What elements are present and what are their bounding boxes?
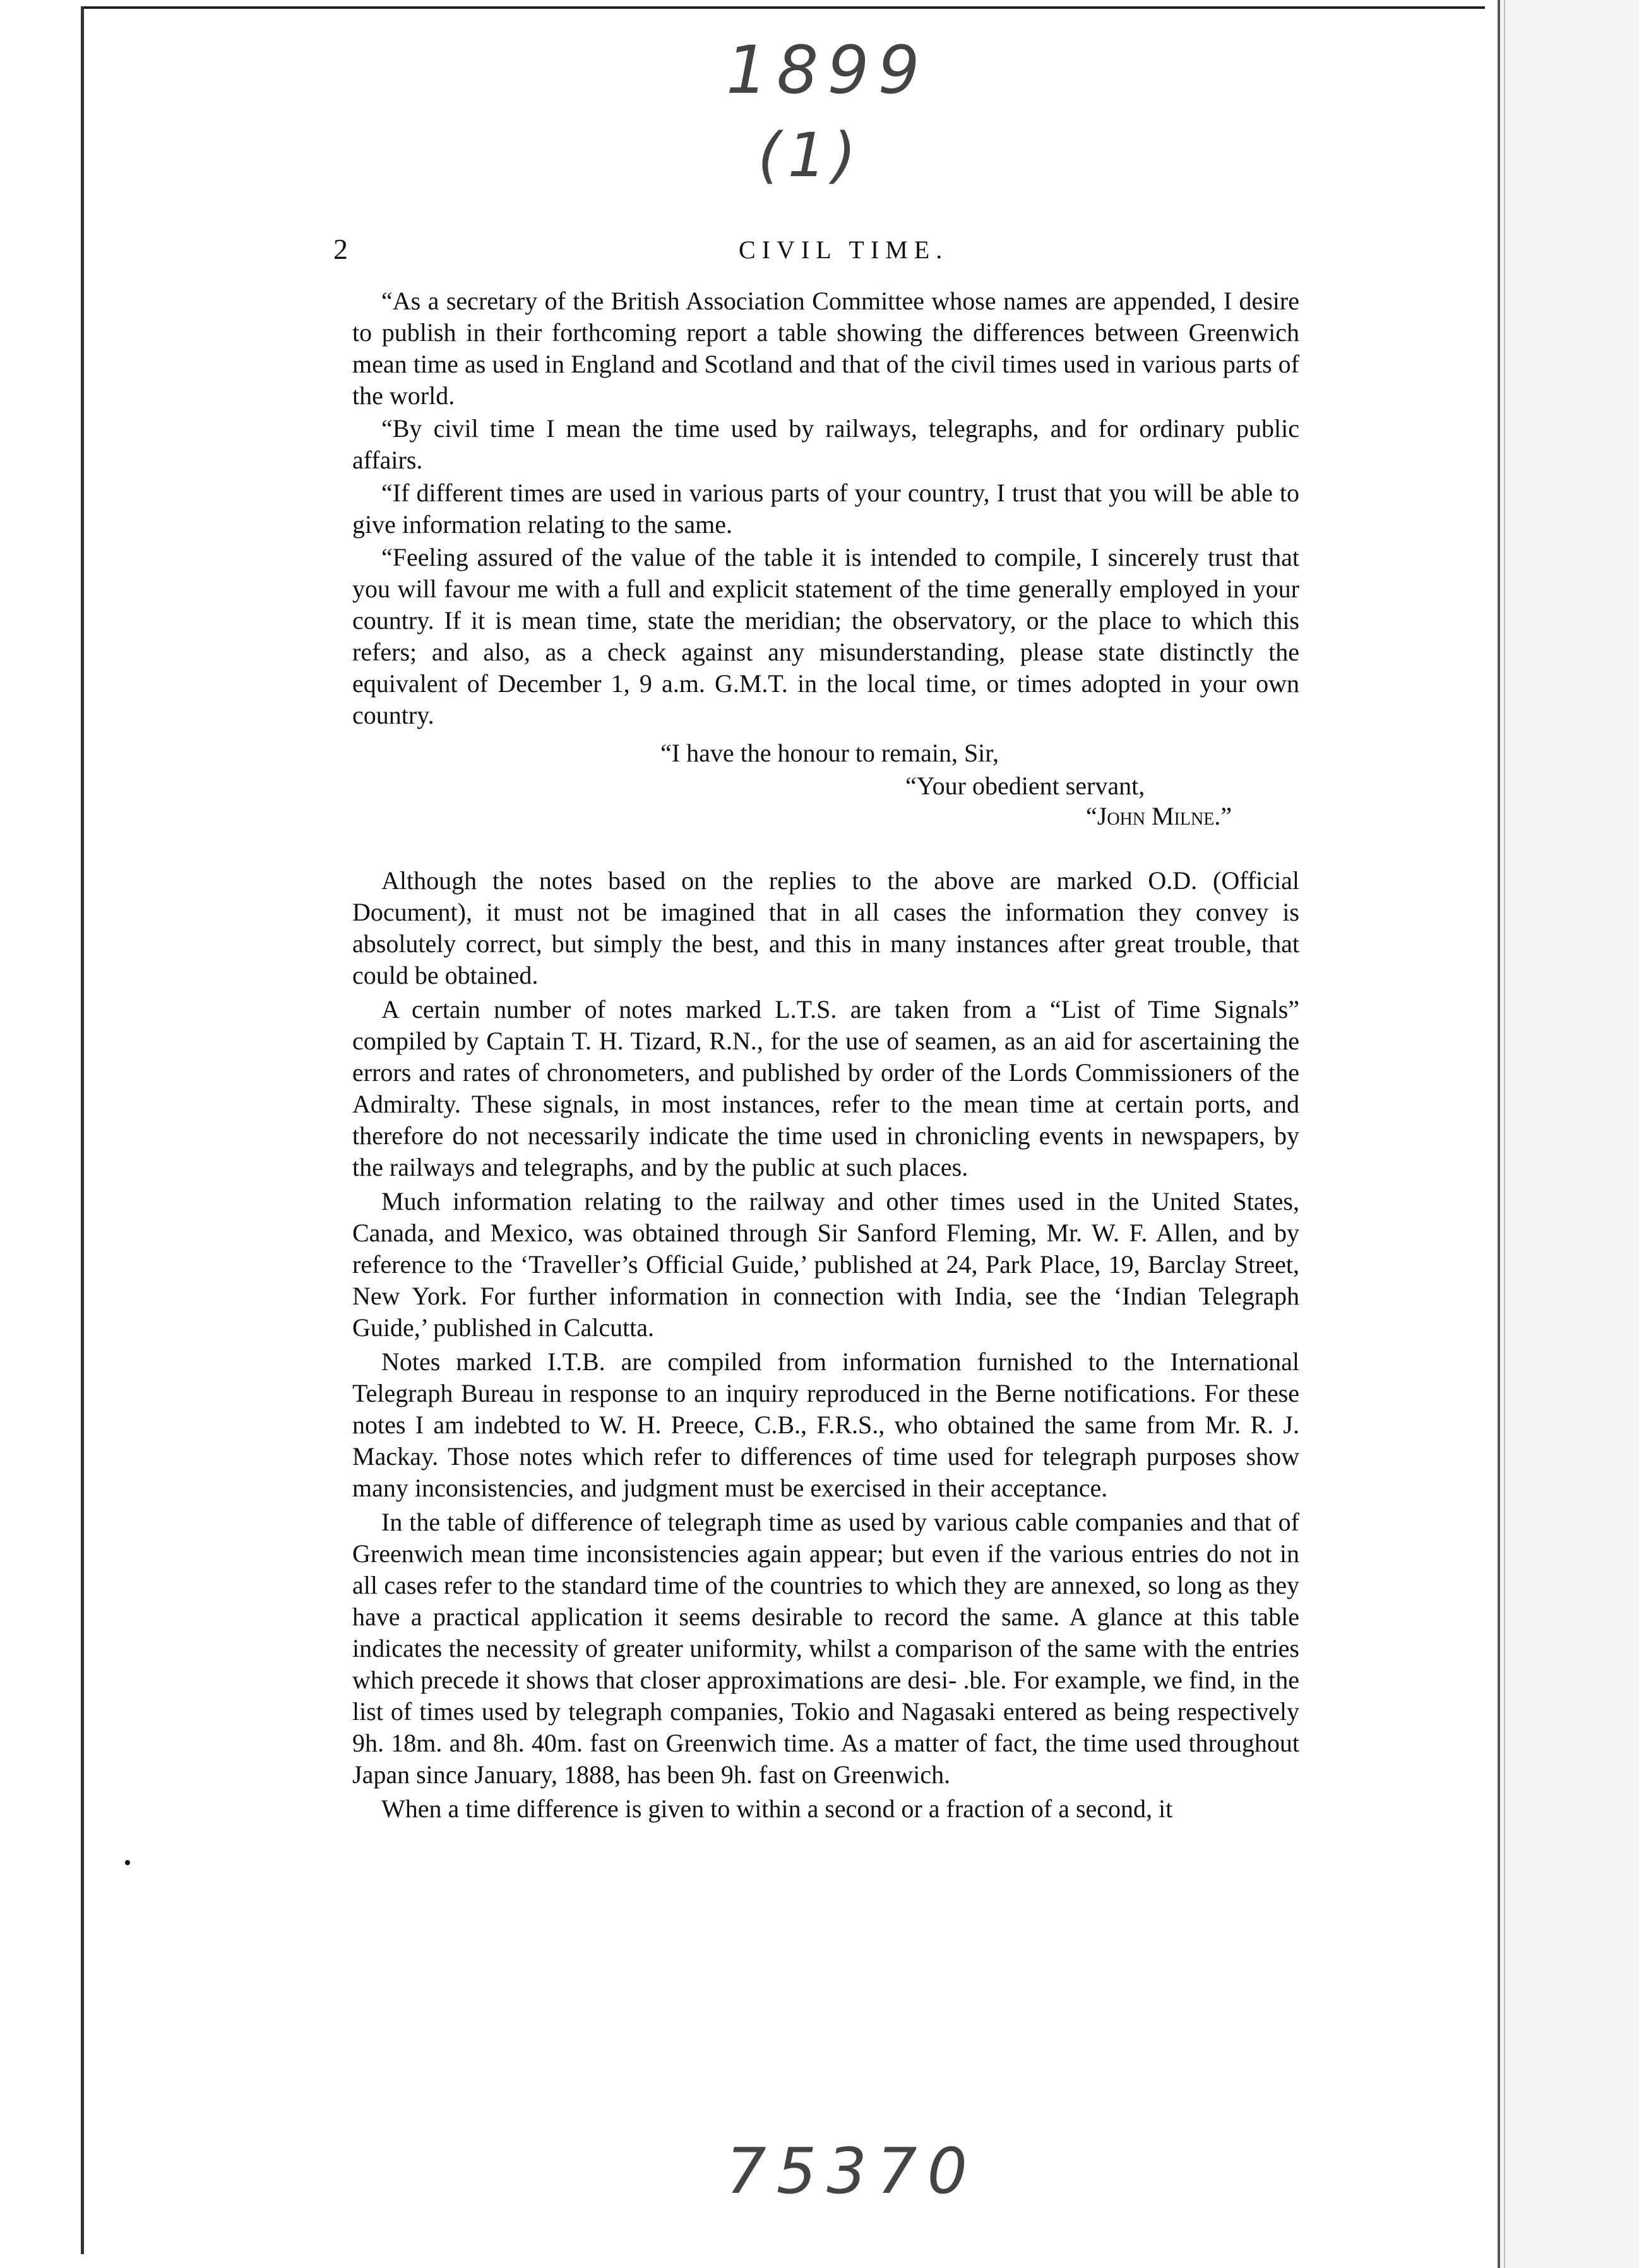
letter-paragraph: “Feeling assured of the value of the table it is intended to compile, I sincerely trust that you will favour me with a full and explicit statement of the time generally employed in your country. If it is mean time, state the meridian; the observatory, or the place to which this refers; and also, as a check against any misunderstanding, please state distinctly the equivalent of December 1, 9 a.m. G.M.T. in the local time, or times adopted in your own country. <box>352 543 1299 729</box>
letter-closing-salutation: “I have the honour to remain, Sir, <box>660 739 999 767</box>
handwritten-year: 1899 <box>726 32 929 109</box>
handwritten-part-number: (1) <box>758 120 862 191</box>
body-paragraph: Although the notes based on the replies to the above are marked O.D. (Official Document), it must not be imagined that in all cases the information they convey is absolutely correct, but simply the best, and this in many instances after great trouble, that could be obtained. <box>352 866 1299 989</box>
letter-paragraph: “As a secretary of the British Association Committee whose names are appended, I desire to publish in their forthcoming report a table showing the differences between Greenwich mean time as used in England and Scotland and that of the civil times used in various parts of the world. <box>352 287 1299 410</box>
letter-paragraph: “If different times are used in various parts of your country, I trust that you will be able to give information relating to the same. <box>352 479 1299 539</box>
scan-border-top <box>83 6 1485 9</box>
letter-paragraph: “By civil time I mean the time used by railways, telegraphs, and for ordinary public affairs. <box>352 414 1299 474</box>
running-head: CIVIL TIME. <box>739 236 949 264</box>
body-paragraph: When a time difference is given to within a second or a fraction of a second, it <box>381 1794 1173 1823</box>
handwritten-accession-number: 75370 <box>726 2134 978 2208</box>
body-paragraph: A certain number of notes marked L.T.S. are taken from a “List of Time Signals” compiled by Captain T. H. Tizard, R.N., for the use of seamen, as an aid for ascertaining the errors and rates of chronometers, and published by order of the Lords Commissioners of the Admiralty. These signals, in most instances, refer to the mean time at certain ports, and therefore do not necessarily indicate the time used in chronicling events in newspapers, by the railways and telegraphs, and by the public at such places. <box>352 995 1299 1181</box>
page-gutter <box>1500 0 1639 2268</box>
margin-mark: • <box>124 1851 131 1875</box>
body-paragraph: In the table of difference of telegraph time as used by various cable companies and that of Greenwich mean time inconsistencies again appear; but even if the various entries do not in all cases refer to the standard time of the countries to which they are annexed, so long as they have a practical application it seems desirable to record the same. A glance at this table indicates the necessity of greater uniformity, whilst a comparison of the same with the entries which precede it shows that closer approximations are desi- .ble. For example, we find, in the list of times used by telegraph companies, Tokio and Nagasaki entered as being respectively 9h. 18m. and 8h. 40m. fast on Greenwich time. As a matter of fact, the time used throughout Japan since January, 1888, has been 9h. fast on Greenwich. <box>352 1508 1299 1789</box>
body-paragraph: Notes marked I.T.B. are compiled from information furnished to the International Telegraph Bureau in response to an inquiry reproduced in the Berne notifications. For these notes I am indebted to W. H. Preece, C.B., F.R.S., who obtained the same from Mr. R. J. Mackay. Those notes which refer to differences of time used for telegraph purposes show many inconsistencies, and judgment must be exercised in their acceptance. <box>352 1347 1299 1502</box>
scan-border-left <box>81 6 84 2254</box>
body-paragraph: Much information relating to the railway and other times used in the United States, Canada, and Mexico, was obtained through Sir Sanford Fleming, Mr. W. F. Allen, and by reference to the ‘Traveller’s Official Guide,’ published at 24, Park Place, 19, Barclay Street, New York. For further information in connection with India, see the ‘Indian Telegraph Guide,’ published in Calcutta. <box>352 1187 1299 1342</box>
quoted-letter <box>352 285 1299 732</box>
page-fold-line <box>1498 0 1500 2268</box>
letter-closing-servant: “Your obedient servant, <box>905 772 1145 800</box>
letter-signature: “John Milne.” <box>1086 802 1232 830</box>
body-text <box>352 865 1299 1827</box>
page-fold-shadow <box>1504 0 1505 2268</box>
page-number: 2 <box>333 233 348 265</box>
